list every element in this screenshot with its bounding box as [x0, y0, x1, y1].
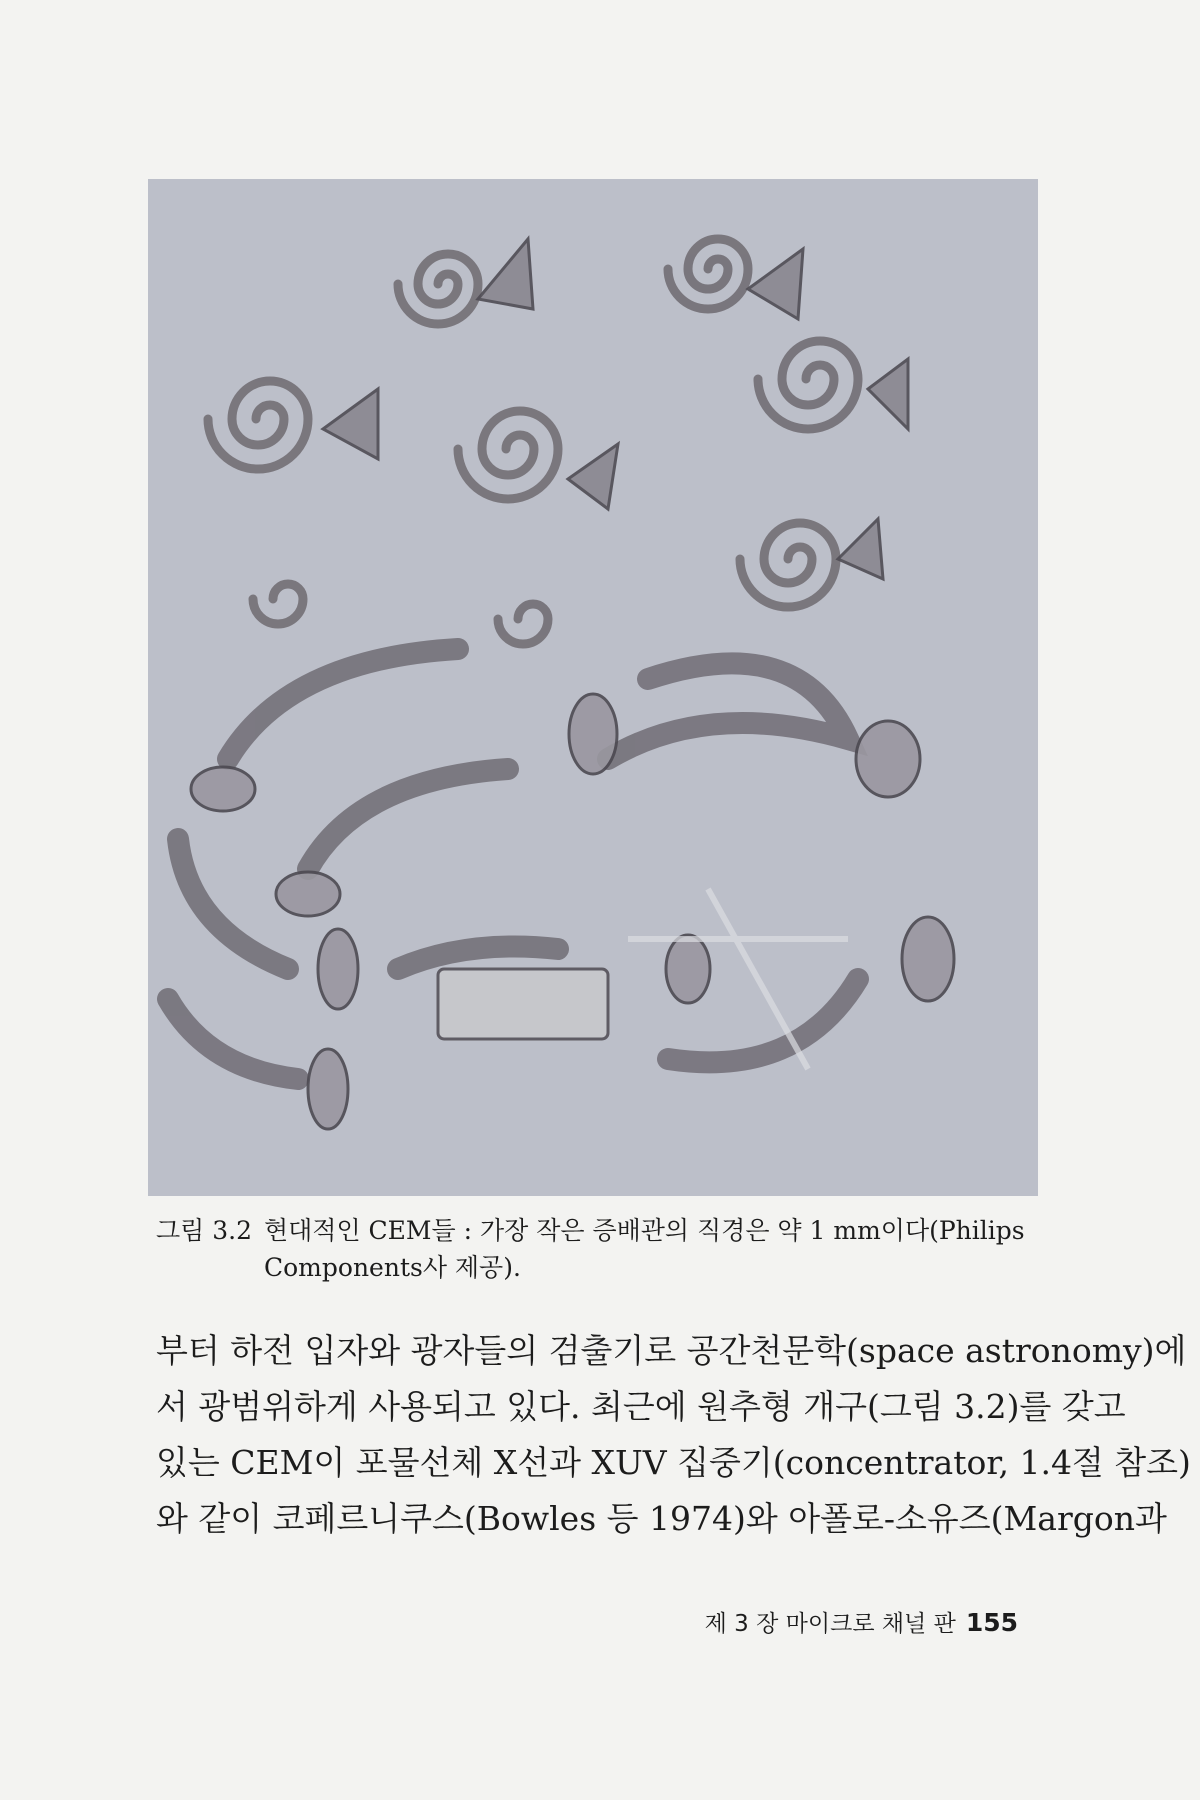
- cone-aperture: [276, 872, 340, 916]
- chapter-title: 제 3 장 마이크로 채널 판: [704, 1611, 956, 1637]
- cone-aperture: [856, 721, 920, 797]
- mounting-bracket: [438, 969, 608, 1039]
- body-paragraph: [156, 1323, 1191, 1547]
- figure-caption: [156, 1212, 1046, 1286]
- caption-line-1: 현대적인 CEM들 : 가장 작은 증배관의 직경은 약 1 mm이다(Philips: [264, 1216, 1025, 1245]
- body-line: 있는 CEM이 포물선체 X선과 XUV 집중기(concentrator, 1.4절 참조): [156, 1443, 1191, 1482]
- cem-photograph: [148, 179, 1038, 1196]
- cone-aperture: [191, 767, 255, 811]
- cone-aperture: [318, 929, 358, 1009]
- body-line: 부터 하전 입자와 광자들의 검출기로 공간천문학(space astronomy)에: [156, 1331, 1187, 1370]
- body-line: 와 같이 코페르니쿠스(Bowles 등 1974)와 아폴로-소유즈(Margon과: [156, 1499, 1167, 1538]
- cone-aperture: [569, 694, 617, 774]
- cone-aperture: [308, 1049, 348, 1129]
- cone-aperture: [902, 917, 954, 1001]
- caption-line-2: Components사 제공).: [264, 1253, 521, 1282]
- cone-aperture: [666, 935, 710, 1003]
- figure-number: 그림 3.2: [156, 1216, 253, 1245]
- page-footer: [700, 1605, 1018, 1638]
- page-number: 155: [965, 1608, 1018, 1637]
- body-line: 서 광범위하게 사용되고 있다. 최근에 원추형 개구(그림 3.2)를 갖고: [156, 1387, 1126, 1426]
